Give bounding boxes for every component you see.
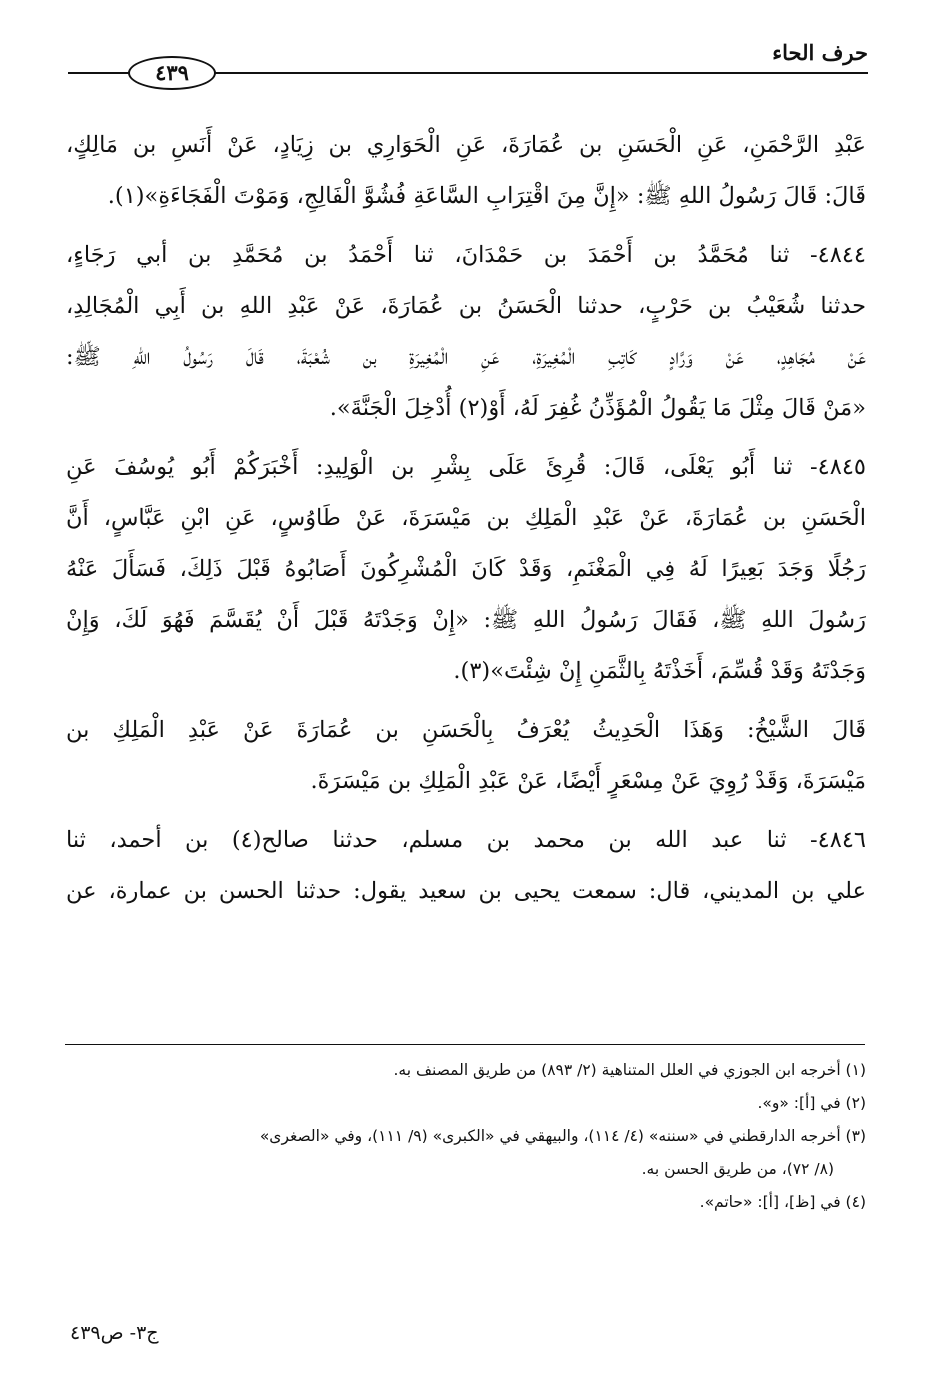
text-line: رَجُلًا وَجَدَ بَعِيرًا لَهُ فِي الْمَغْنَمِ، وَقَدْ كَانَ الْمُشْرِكُونَ أَصَابُوهُ قَبْلَ ذَلِكَ، فَسَأَلَ عَنْهُ [66, 556, 866, 582]
text-line: عَنْ مُجَاهِدٍ، عَنْ وَرَّادٍ كَاتِبِ الْمُغِيرَةِ، عَنِ الْمُغِيرَةِ بن شُعْبَةَ، قَالَ رَسُولُ اللهِ ﷺ: [66, 344, 866, 370]
main-text [66, 120, 866, 917]
text-line: وَجَدْتَهُ وَقَدْ قُسِّمَ، أَخَذْتَهُ بِالثَّمَنِ إِنْ شِئْتَ»(٣). [453, 658, 866, 684]
footnotes [66, 1054, 866, 1219]
text-line: ٤٨٤٥- ثنا أَبُو يَعْلَى، قَالَ: قُرِئَ عَلَى بِشْرِ بن الْوَلِيدِ: أَخْبَرَكُمْ أَبُو يُوسُفَ عَنِ [66, 454, 866, 480]
text-line: الْحَسَنِ بن عُمَارَةَ، عَنْ عَبْدِ الْمَلِكِ بن مَيْسَرَةَ، عَنْ طَاوُسٍ، عَنِ ابْنِ عَبَّاسٍ، أَنَّ [66, 505, 866, 531]
footnote-1: (١) أخرجه ابن الجوزي في العلل المتناهية (٢/ ٨٩٣) من طريق المصنف به. [393, 1061, 866, 1079]
footnote-3: (٣) أخرجه الدارقطني في «سننه» (٤/ ١١٤)، والبيهقي في «الكبرى» (٩/ ١١١)، وفي «الصغرى» [259, 1127, 866, 1145]
text-line: حدثنا شُعَيْبُ بن حَرْبٍ، حدثنا الْحَسَنُ بن عُمَارَةَ، عَنْ عَبْدِ اللهِ بن أَبِي الْمُجَالِدِ، [66, 293, 866, 319]
text-line: ٤٨٤٤- ثنا مُحَمَّدُ بن أَحْمَدَ بن حَمْدَانَ، ثنا أَحْمَدُ بن مُحَمَّدِ بن أبي رَجَاءٍ، [66, 242, 866, 268]
text-line: رَسُولَ اللهِ ﷺ، فَقَالَ رَسُولُ اللهِ ﷺ: «إِنْ وَجَدْتَهُ قَبْلَ أَنْ يُقَسَّمَ فَهُوَ لَكَ، وَإِنْ [66, 607, 866, 633]
text-line: علي بن المديني، قال: سمعت يحيى بن سعيد يقول: حدثنا الحسن بن عمارة، عن [66, 878, 866, 904]
footnote-divider [65, 1044, 865, 1045]
footnote-2: (٢) في [أ]: «و». [757, 1094, 866, 1112]
page-reference: ج٣- ص٤٣٩ [70, 1322, 159, 1344]
text-line: عَبْدِ الرَّحْمَنِ، عَنِ الْحَسَنِ بن عُمَارَةَ، عَنِ الْحَوَارِي بن زِيَادٍ، عَنْ أَنَسِ بن مَالِكٍ، [66, 132, 866, 158]
text-line: مَيْسَرَةَ، وَقَدْ رُوِيَ عَنْ مِسْعَرٍ أَيْضًا، عَنْ عَبْدِ الْمَلِكِ بن مَيْسَرَةَ. [310, 768, 866, 794]
text-line: «مَنْ قَالَ مِثْلَ مَا يَقُولُ الْمُؤَذِّنُ غُفِرَ لَهُ، أَوْ(٢) أُدْخِلَ الْجَنَّةَ». [329, 395, 866, 421]
page-number-badge: ٤٣٩ [128, 56, 216, 90]
footnote-3-continued: (٨/ ٧٢)، من طريق الحسن به. [641, 1160, 834, 1178]
paragraph-1 [66, 120, 866, 222]
text-line: ٤٨٤٦- ثنا عبد الله بن محمد بن مسلم، حدثنا صالح(٤) بن أحمد، ثنا [66, 827, 866, 853]
paragraph-hadith-4846 [66, 815, 866, 917]
text-line: قَالَ الشَّيْخُ: وَهَذَا الْحَدِيثُ يُعْرَفُ بِالْحَسَنِ بن عُمَارَةَ عَنْ عَبْدِ الْمَلِكِ بن [66, 717, 866, 743]
chapter-title: حرف الحاء [772, 40, 868, 65]
footnote-4: (٤) في [ظ]، [أ]: «حاتم». [699, 1193, 866, 1211]
paragraph-hadith-4844 [66, 230, 866, 434]
paragraph-hadith-4845 [66, 442, 866, 697]
page-header [68, 36, 868, 96]
text-line: قَالَ: قَالَ رَسُولُ اللهِ ﷺ: «إِنَّ مِنَ اقْتِرَابِ السَّاعَةِ فُشُوَّ الْفَالِجِ، وَمَوْتَ الْفَجَاءَةِ»(١). [107, 183, 866, 209]
paragraph-sheikh-comment [66, 705, 866, 807]
